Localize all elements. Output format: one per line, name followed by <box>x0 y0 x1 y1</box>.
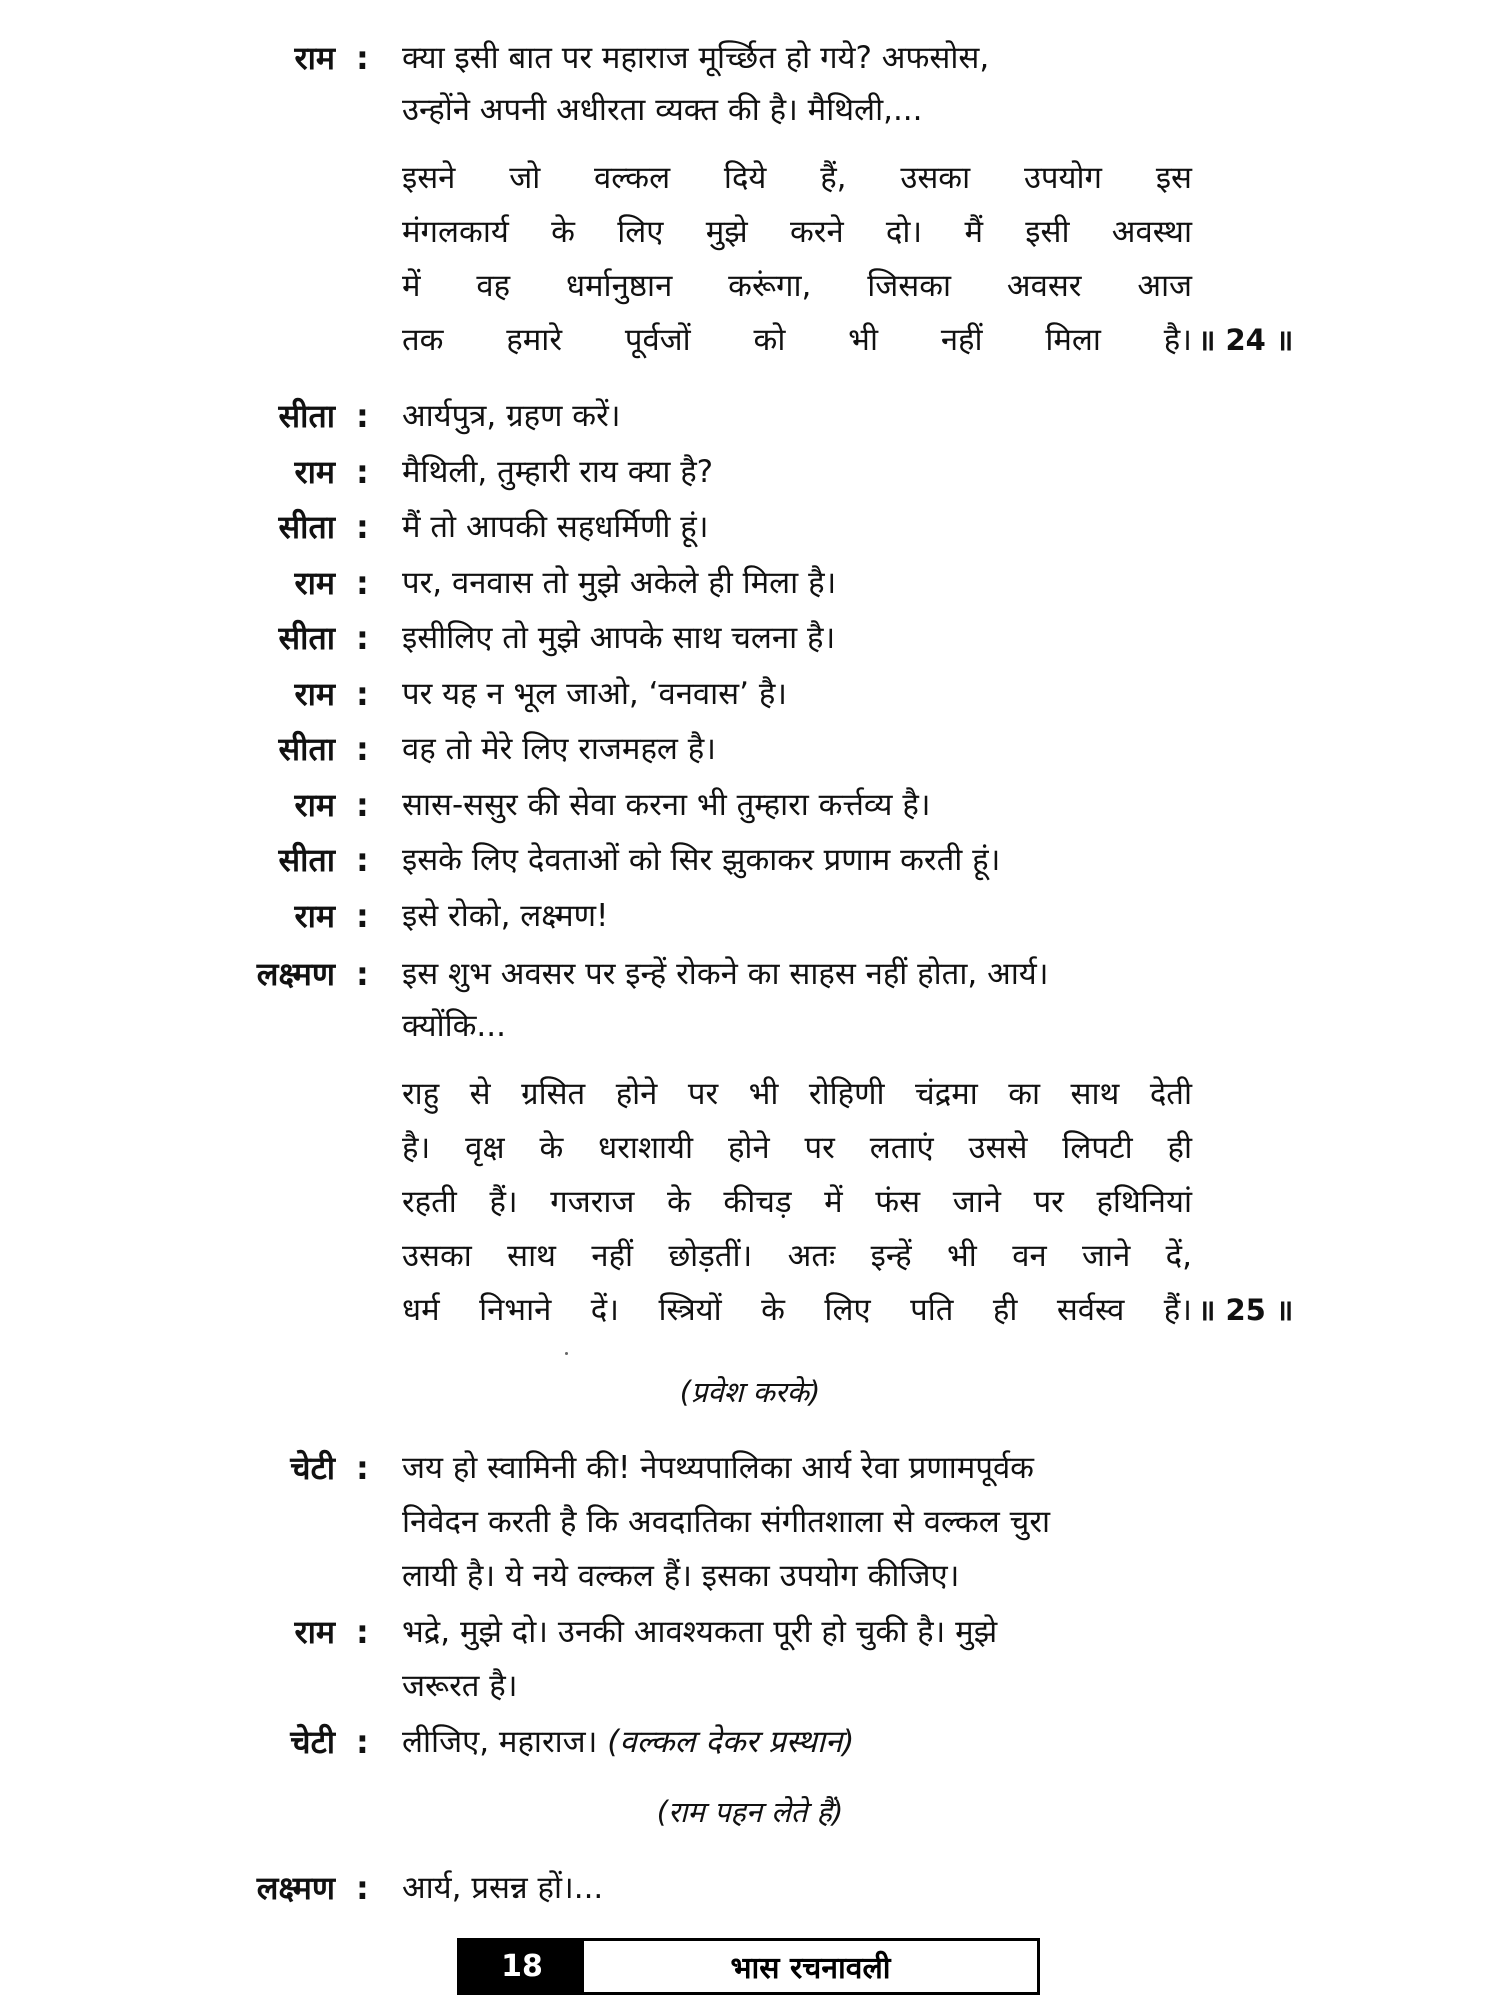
dialogue-line <box>0 668 1500 720</box>
book-title: भास रचनावली <box>730 1951 891 1986</box>
dialogue-text: क्या इसी बात पर महाराज मूर्च्छित हो गये? अफसोस, <box>402 40 990 76</box>
speaker-name: राम <box>294 453 335 491</box>
speaker-colon: : <box>356 1613 369 1651</box>
speaker-colon: : <box>356 730 369 768</box>
dialogue-text: आर्यपुत्र, ग्रहण करें। <box>402 398 621 434</box>
dialogue-line <box>0 32 1500 84</box>
dialogue-text: इसके लिए देवताओं को सिर झुकाकर प्रणाम करती हूं। <box>402 842 1001 878</box>
dialogue-line <box>0 1606 1500 1658</box>
dialogue-text: पर यह न भूल जाओ, ‘वनवास’ है। <box>402 676 788 712</box>
verse-line <box>0 206 1500 258</box>
verse-line <box>0 1068 1500 1120</box>
inline-stage-direction: (वल्कल देकर प्रस्थान) <box>607 1724 855 1760</box>
dialogue-line <box>0 723 1500 775</box>
speaker-colon: : <box>356 508 369 546</box>
verse-text: है। वृक्ष के धराशायी होने पर लताएं उससे लिपटी ही <box>402 1130 1192 1166</box>
page-footer <box>457 1938 1040 1995</box>
verse-text: रहती हैं। गजराज के कीचड़ में फंस जाने पर हथिनियां <box>402 1184 1192 1220</box>
dialogue-text: इसे रोको, लक्ष्मण! <box>402 898 609 934</box>
dialogue-text: मैं तो आपकी सहधर्मिणी हूं। <box>402 509 709 545</box>
dialogue-text: जरूरत है। <box>402 1668 518 1704</box>
verse-line <box>0 152 1500 204</box>
speaker-name: सीता <box>278 730 335 768</box>
dialogue-text <box>402 1716 1192 1768</box>
speaker-name: लक्ष्मण <box>256 955 335 993</box>
verse-text: इसने जो वल्कल दिये हैं, उसका उपयोग इस <box>402 160 1192 196</box>
dialogue-line <box>0 501 1500 553</box>
verse-text: राहु से ग्रसित होने पर भी रोहिणी चंद्रमा का साथ देती <box>402 1076 1192 1112</box>
dialogue-line <box>0 1000 1500 1052</box>
speaker-name: राम <box>294 675 335 713</box>
dialogue-line <box>0 84 1500 136</box>
dialogue-text: आर्य, प्रसन्न हों।... <box>402 1870 604 1906</box>
page-number: 18 <box>460 1941 584 1992</box>
speaker-colon: : <box>356 1723 369 1761</box>
speaker-name: लक्ष्मण <box>256 1869 335 1907</box>
verse-text: उसका साथ नहीं छोड़तीं। अतः इन्हें भी वन जाने दें, <box>402 1238 1192 1274</box>
print-speck <box>565 1352 568 1355</box>
verse-number: ॥ 24 ॥ <box>1198 323 1294 357</box>
speaker-colon: : <box>356 1869 369 1907</box>
speaker-colon: : <box>356 39 369 77</box>
speaker-name: सीता <box>278 397 335 435</box>
dialogue-text: जय हो स्वामिनी की! नेपथ्यपालिका आर्य रेवा प्रणामपूर्वक <box>402 1450 1034 1486</box>
dialogue-line <box>0 1716 1500 1768</box>
dialogue-text: इसीलिए तो मुझे आपके साथ चलना है। <box>402 620 836 656</box>
speaker-colon: : <box>356 453 369 491</box>
speaker-colon: : <box>356 619 369 657</box>
dialogue-line <box>0 612 1500 664</box>
speaker-name: राम <box>294 1613 335 1651</box>
dialogue-text: पर, वनवास तो मुझे अकेले ही मिला है। <box>402 565 837 601</box>
verse-line <box>0 1176 1500 1228</box>
speaker-name: राम <box>294 564 335 602</box>
dialogue-text: भद्रे, मुझे दो। उनकी आवश्यकता पूरी हो चुकी है। मुझे <box>402 1614 998 1650</box>
speaker-colon: : <box>356 786 369 824</box>
dialogue-line <box>0 446 1500 498</box>
verse-text: धर्म निभाने दें। स्त्रियों के लिए पति ही सर्वस्व हैं। <box>402 1292 1192 1328</box>
verse-line <box>0 260 1500 312</box>
stage-direction: (प्रवेश करके) <box>679 1375 821 1409</box>
speaker-name: राम <box>294 39 335 77</box>
speaker-colon: : <box>356 1449 369 1487</box>
dialogue-line <box>0 1550 1500 1602</box>
speaker-name: राम <box>294 786 335 824</box>
dialogue-line <box>0 1862 1500 1914</box>
speaker-colon: : <box>356 564 369 602</box>
dialogue-text: लायी है। ये नये वल्कल हैं। इसका उपयोग कीजिए। <box>402 1558 960 1594</box>
dialogue-text: उन्होंने अपनी अधीरता व्यक्त की है। मैथिली,... <box>402 92 923 128</box>
verse-text: में वह धर्मानुष्ठान करूंगा, जिसका अवसर आज <box>402 268 1192 304</box>
verse-text: मंगलकार्य के लिए मुझे करने दो। मैं इसी अवस्था <box>402 214 1192 250</box>
speaker-name: सीता <box>278 619 335 657</box>
dialogue-line <box>0 390 1500 442</box>
dialogue-line <box>0 779 1500 831</box>
dialogue-text-main: लीजिए, महाराज। <box>402 1724 598 1760</box>
speaker-colon: : <box>356 397 369 435</box>
dialogue-line <box>0 1496 1500 1548</box>
speaker-colon: : <box>356 675 369 713</box>
dialogue-line <box>0 1660 1500 1712</box>
verse-line <box>0 1230 1500 1282</box>
dialogue-line <box>0 557 1500 609</box>
dialogue-text: निवेदन करती है कि अवदातिका संगीतशाला से वल्कल चुरा <box>402 1504 1051 1540</box>
dialogue-text: मैथिली, तुम्हारी राय क्या है? <box>402 454 714 490</box>
speaker-name: चेटी <box>290 1449 335 1487</box>
dialogue-text: सास-ससुर की सेवा करना भी तुम्हारा कर्त्तव्य है। <box>402 787 931 823</box>
speaker-colon: : <box>356 955 369 993</box>
verse-text: तक हमारे पूर्वजों को भी नहीं मिला है। <box>402 322 1192 358</box>
speaker-name: चेटी <box>290 1723 335 1761</box>
stage-direction: (राम पहन लेते हैं) <box>656 1795 844 1829</box>
verse-line <box>0 1284 1500 1336</box>
dialogue-line <box>0 834 1500 886</box>
speaker-name: राम <box>294 897 335 935</box>
speaker-name: सीता <box>278 841 335 879</box>
dialogue-line <box>0 948 1500 1000</box>
verse-line <box>0 1122 1500 1174</box>
dialogue-text: इस शुभ अवसर पर इन्हें रोकने का साहस नहीं होता, आर्य। <box>402 956 1049 992</box>
verse-line <box>0 314 1500 366</box>
dialogue-text: वह तो मेरे लिए राजमहल है। <box>402 731 717 767</box>
dialogue-line <box>0 890 1500 942</box>
speaker-name: सीता <box>278 508 335 546</box>
verse-number: ॥ 25 ॥ <box>1198 1293 1294 1327</box>
dialogue-line <box>0 1442 1500 1494</box>
speaker-colon: : <box>356 841 369 879</box>
speaker-colon: : <box>356 897 369 935</box>
dialogue-text: क्योंकि... <box>402 1008 506 1044</box>
